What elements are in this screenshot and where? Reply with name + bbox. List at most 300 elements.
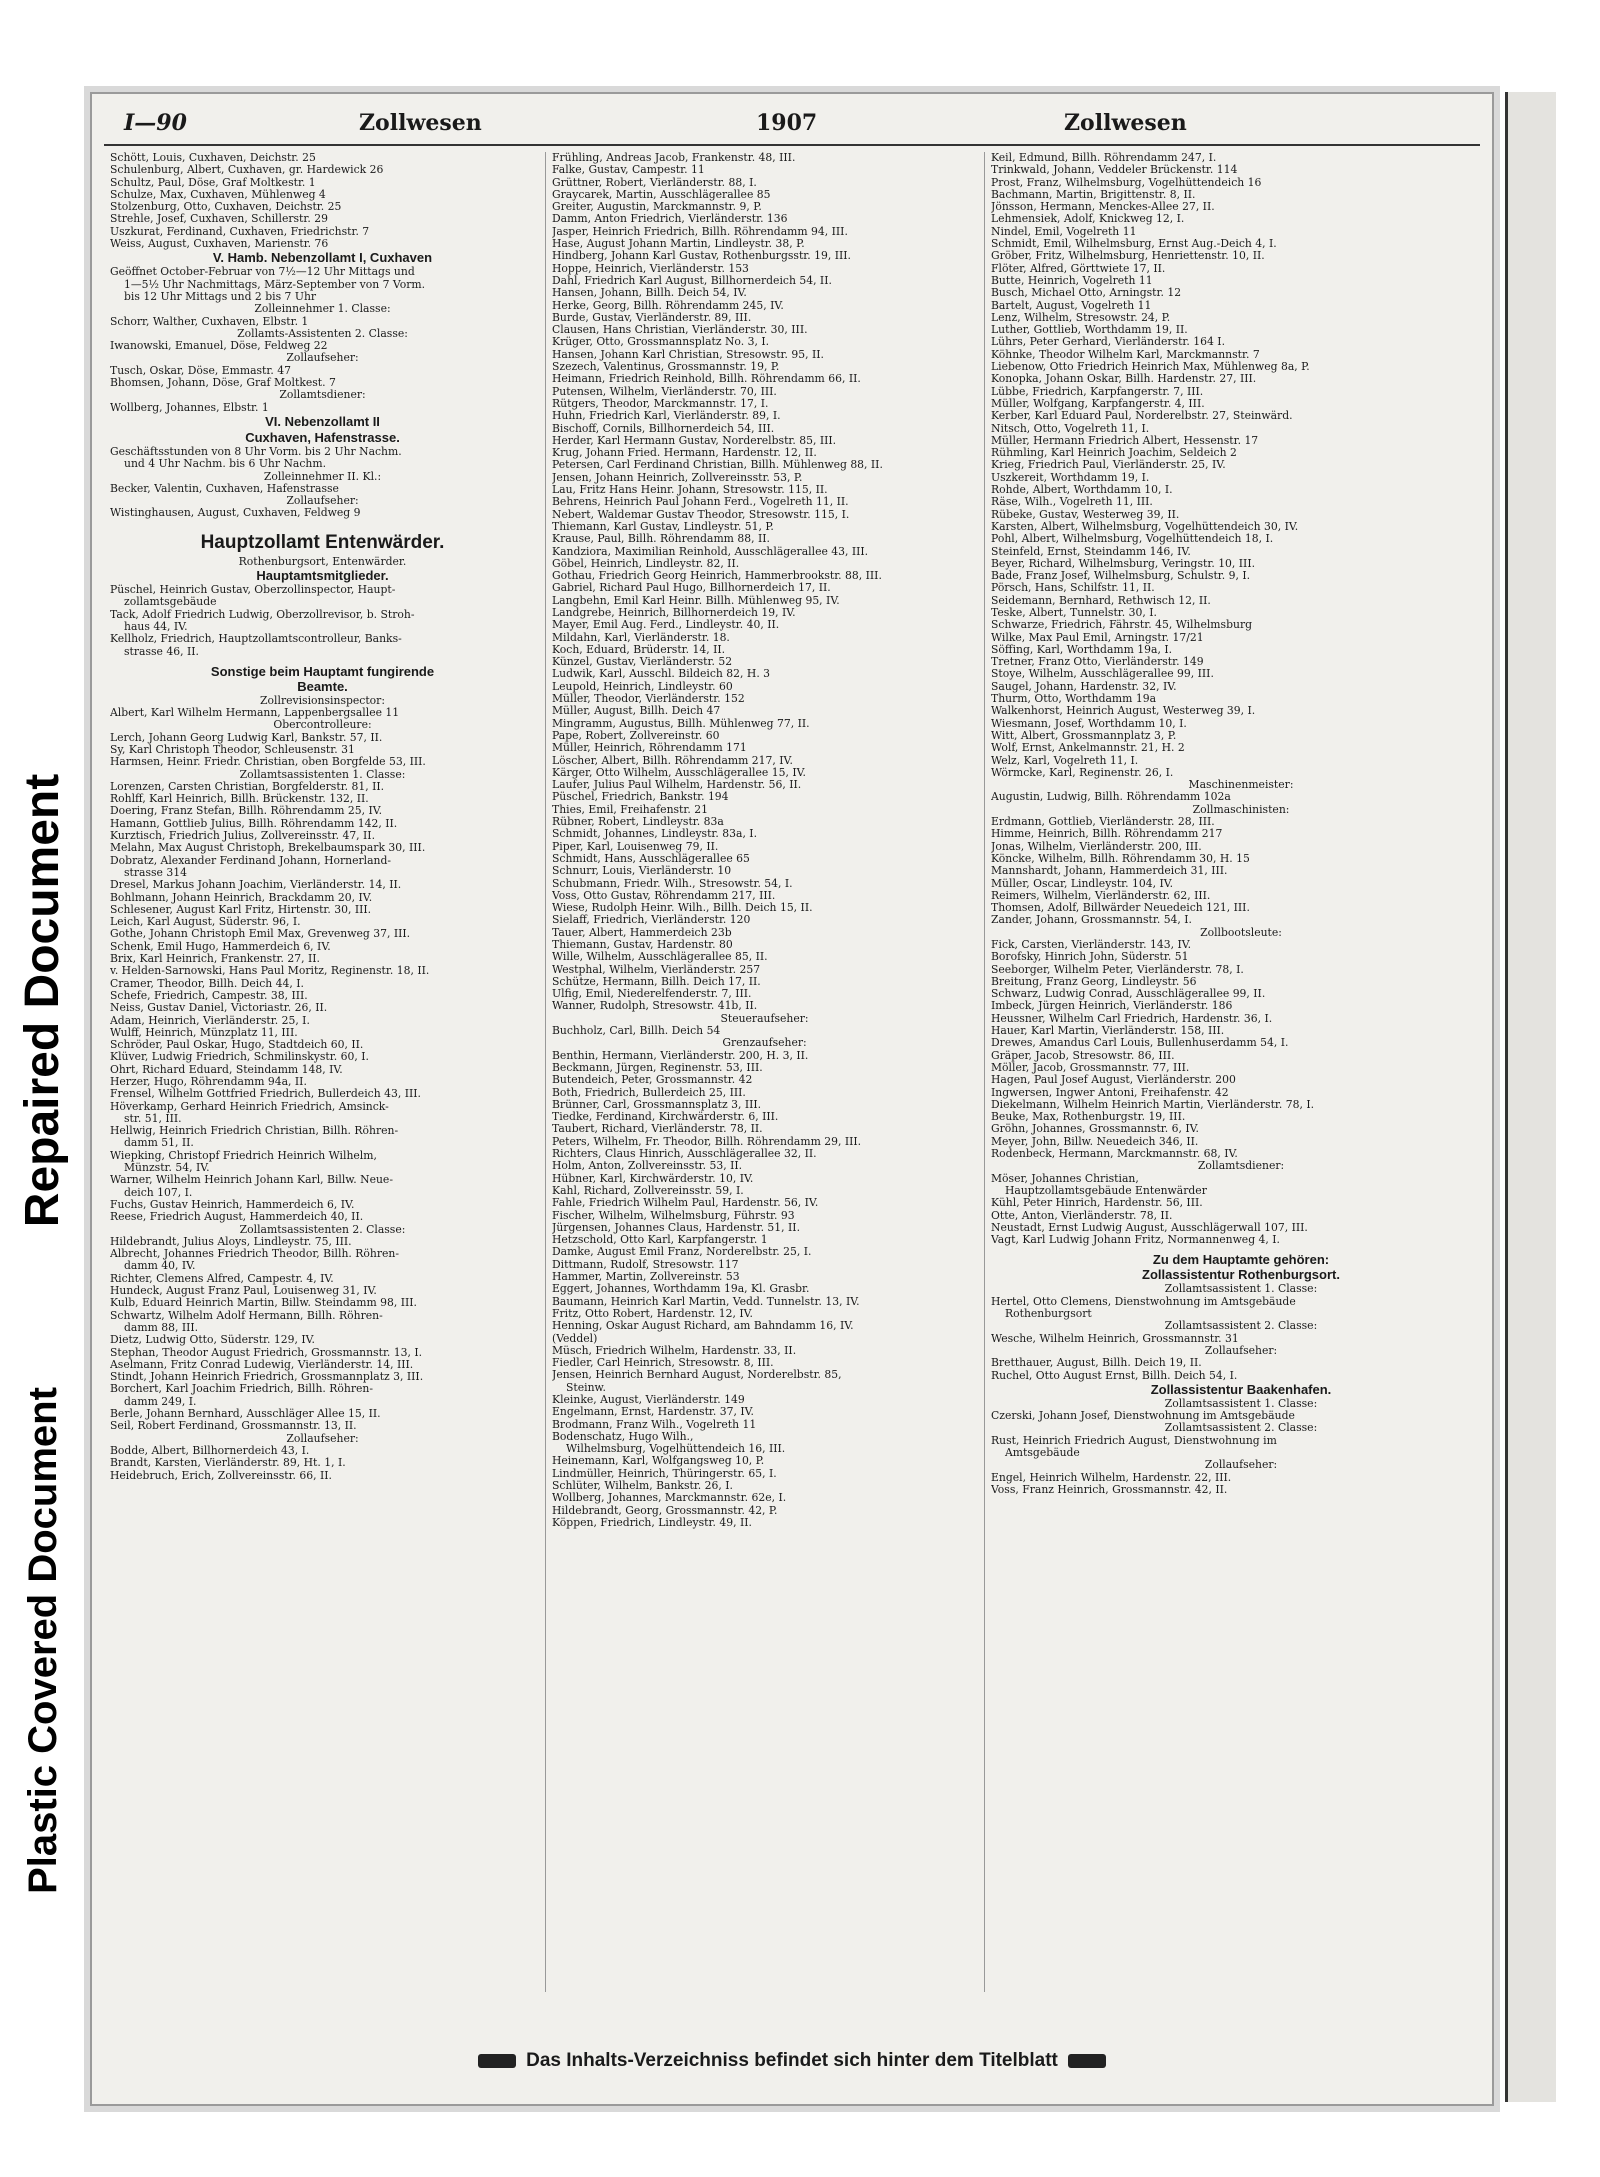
directory-entry: Müsch, Friedrich Wilhelm, Hardenstr. 33, II. — [552, 1344, 797, 1357]
directory-entry: Lehmensiek, Adolf, Knickweg 12, I. — [991, 213, 1185, 226]
directory-entry: 1—5½ Uhr Nachmittags, März-September von 7 Vorm. — [124, 278, 426, 291]
directory-entry: Kleinke, August, Vierländerstr. 149 — [552, 1393, 745, 1406]
directory-entry: Gothe, Johann Christoph Emil Max, Grevenweg 37, III. — [110, 928, 411, 941]
directory-entry: Richter, Clemens Alfred, Campestr. 4, IV. — [110, 1272, 334, 1285]
directory-entry: Czerski, Johann Josef, Dienstwohnung im Amtsgebäude — [991, 1410, 1295, 1423]
directory-entry: Koch, Eduard, Brüderstr. 14, II. — [552, 643, 726, 656]
directory-entry: Pape, Robert, Zollvereinstr. 60 — [552, 729, 720, 742]
directory-entry: Konopka, Johann Oskar, Billh. Hardenstr. 27, III. — [991, 373, 1257, 386]
directory-entry: Breitung, Franz Georg, Lindleystr. 56 — [991, 975, 1197, 988]
directory-entry: Rust, Heinrich Friedrich August, Dienstwohnung im — [991, 1434, 1277, 1447]
directory-entry: Kellholz, Friedrich, Hauptzollamtscontrolleur, Banks- — [110, 633, 402, 646]
directory-entry: damm 40, IV. — [124, 1260, 196, 1273]
directory-entry: Szezech, Valentinus, Grossmannstr. 19, P. — [552, 361, 780, 374]
directory-entry: Lübbe, Friedrich, Karpfangerstr. 7, III. — [991, 385, 1204, 398]
directory-entry: Bachmann, Martin, Brigittenstr. 8, II. — [991, 188, 1196, 201]
directory-entry: Wille, Wilhelm, Ausschlägerallee 85, II. — [552, 951, 768, 964]
directory-entry: Pohl, Albert, Wilhelmsburg, Vogelhüttendeich 18, I. — [991, 533, 1274, 546]
directory-entry: Rühmling, Karl Heinrich Joachim, Seldeich 2 — [991, 447, 1237, 460]
directory-entry: Dahl, Friedrich Karl August, Billhornerdeich 54, II. — [552, 274, 832, 287]
directory-entry: Berle, Johann Bernhard, Ausschläger Allee 15, II. — [110, 1408, 381, 1421]
directory-entry: Herzer, Hugo, Röhrendamm 94a, II. — [110, 1076, 307, 1088]
directory-entry: Schwarze, Friedrich, Fährstr. 45, Wilhelmsburg — [991, 619, 1253, 632]
subsection-label: Zollaufseher: — [1204, 1344, 1278, 1357]
directory-entry: Lenz, Wilhelm, Stresowstr. 24, P. — [991, 311, 1171, 324]
directory-entry: Schlüter, Wilhelm, Bankstr. 26, I. — [552, 1480, 733, 1493]
directory-entry: Jasper, Heinrich Friedrich, Billh. Röhrendamm 94, III. — [552, 225, 848, 238]
directory-entry: Uszkurat, Ferdinand, Cuxhaven, Friedrichstr. 7 — [110, 225, 370, 238]
directory-entry: Stolzenburg, Otto, Cuxhaven, Deichstr. 25 — [110, 201, 342, 214]
directory-entry: Fritz, Otto Robert, Hardenstr. 12, IV. — [552, 1307, 753, 1320]
directory-entry: (Veddel) — [552, 1332, 598, 1345]
directory-entry: Taubert, Richard, Vierländerstr. 78, II. — [552, 1123, 763, 1136]
directory-entry: Beckmann, Jürgen, Reginenstr. 53, III. — [552, 1061, 763, 1074]
directory-entry: Möller, Jacob, Grossmannstr. 77, III. — [991, 1061, 1190, 1074]
directory-entry: Stindt, Johann Heinrich Friedrich, Grossmannplatz 3, III. — [110, 1371, 424, 1384]
directory-entry: Otte, Anton, Vierländerstr. 78, II. — [991, 1209, 1173, 1222]
subsection-label: Zollamtsdiener: — [279, 389, 366, 402]
directory-entry: Thiemann, Gustav, Hardenstr. 80 — [552, 939, 733, 951]
directory-entry: Püschel, Heinrich Gustav, Oberzollinspector, Haupt- — [110, 584, 396, 597]
directory-entry: Iwanowski, Emanuel, Döse, Feldweg 22 — [110, 340, 328, 353]
directory-entry: Thies, Emil, Freihafenstr. 21 — [552, 803, 708, 816]
directory-entry: Hundeck, August Franz Paul, Louisenweg 31, IV. — [110, 1285, 377, 1298]
directory-entry: Tauer, Albert, Hammerdeich 23b — [552, 926, 732, 939]
repaired-document-label: Repaired Document — [16, 773, 70, 1227]
directory-entry: Wanner, Rudolph, Stresowstr. 41b, II. — [552, 1000, 758, 1013]
directory-entry: Kulb, Eduard Heinrich Martin, Billw. Steindamm 98, III. — [110, 1297, 417, 1310]
directory-entry: Langbehn, Emil Karl Heinr. Billh. Mühlenweg 95, IV. — [552, 594, 840, 607]
directory-entry: Hertel, Otto Clemens, Dienstwohnung im Amtsgebäude — [991, 1295, 1296, 1308]
section-heading: Zu dem Hauptamte gehören: — [1152, 1252, 1330, 1268]
section-heading: V. Hamb. Nebenzollamt I, Cuxhaven — [212, 250, 433, 266]
directory-entry: Grüttner, Robert, Vierländerstr. 88, I. — [552, 176, 757, 189]
directory-entry: Köppen, Friedrich, Lindleystr. 49, II. — [552, 1516, 752, 1529]
directory-entry: Warner, Wilhelm Heinrich Johann Karl, Billw. Neue- — [110, 1174, 393, 1187]
header-year: 1907 — [756, 110, 818, 136]
pointing-hand-icon — [478, 2054, 516, 2068]
directory-entry: Strehle, Josef, Cuxhaven, Schillerstr. 29 — [110, 213, 328, 226]
directory-entry: Seil, Robert Ferdinand, Grossmannstr. 13, II. — [110, 1420, 357, 1433]
directory-entry: Albert, Karl Wilhelm Hermann, Lappenbergsallee 11 — [110, 707, 400, 720]
directory-entry: Hellwig, Heinrich Friedrich Christian, Billh. Röhren- — [110, 1125, 399, 1138]
directory-entry: Thomsen, Adolf, Billwärder Neuedeich 121, III. — [991, 902, 1250, 915]
text-column-2 — [545, 152, 977, 1992]
directory-entry: Nitsch, Otto, Vogelreth 11, I. — [991, 422, 1150, 435]
directory-entry: Wiepking, Christopf Friedrich Heinrich Wilhelm, — [110, 1149, 377, 1162]
directory-entry: Hammer, Martin, Zollvereinstr. 53 — [552, 1271, 740, 1284]
directory-entry: Köhnke, Theodor Wilhelm Karl, Marckmannstr. 7 — [991, 348, 1260, 361]
directory-entry: Voss, Franz Heinrich, Grossmannstr. 42, II. — [991, 1483, 1228, 1496]
directory-entry: Göbel, Heinrich, Lindleystr. 82, II. — [552, 557, 740, 570]
plastic-covered-label: Plastic Covered Document — [20, 1386, 65, 1894]
directory-entry: Benthin, Hermann, Vierländerstr. 200, H. 3, II. — [552, 1049, 809, 1062]
directory-entry: Lerch, Johann Georg Ludwig Karl, Bankstr. 57, II. — [110, 731, 383, 744]
subsection-label: Maschinenmeister: — [1188, 779, 1294, 792]
directory-entry: Both, Friedrich, Bullerdeich 25, III. — [552, 1086, 746, 1099]
directory-entry: Amtsgebäude — [1005, 1446, 1080, 1459]
directory-entry: Heimann, Friedrich Reinhold, Billh. Röhrendamm 66, II. — [552, 373, 861, 386]
directory-entry: Wilhelmsburg, Vogelhüttendeich 16, III. — [566, 1443, 786, 1456]
directory-entry: Heussner, Wilhelm Carl Friedrich, Hardenstr. 36, I. — [991, 1012, 1273, 1025]
subsection-label: Rothenburgsort, Entenwärder. — [238, 555, 407, 568]
directory-entry: Borchert, Karl Joachim Friedrich, Billh. Röhren- — [110, 1383, 374, 1396]
directory-entry: Ludwik, Karl, Ausschl. Bildeich 82, H. 3 — [552, 668, 771, 681]
directory-entry: Dresel, Markus Johann Joachim, Vierländerstr. 14, II. — [110, 879, 402, 892]
directory-entry: Huhn, Friedrich Karl, Vierländerstr. 89, I. — [552, 410, 781, 423]
subsection-label: Zollbootsleute: — [1200, 926, 1282, 939]
directory-entry: Schulze, Max, Cuxhaven, Mühlenweg 4 — [110, 188, 326, 201]
subsection-label: Zollamtsassistent 1. Classe: — [1164, 1283, 1318, 1296]
subsection-label: Zollaufseher: — [1204, 1459, 1278, 1472]
directory-entry: Neustadt, Ernst Ludwig August, Ausschlägerwall 107, III. — [991, 1221, 1308, 1234]
directory-entry: Meyer, John, Billw. Neuedeich 346, II. — [991, 1135, 1199, 1148]
directory-entry: Stoye, Wilhelm, Ausschlägerallee 99, III. — [991, 668, 1214, 681]
directory-entry: Mayer, Emil Aug. Ferd., Lindleystr. 40, II. — [552, 619, 780, 632]
directory-entry: Bade, Franz Josef, Wilhelmsburg, Schulstr. 9, I. — [991, 570, 1251, 583]
directory-entry: Dittmann, Rudolf, Stresowstr. 117 — [552, 1258, 739, 1271]
footer-note — [104, 2050, 1480, 2072]
directory-entry: Busch, Michael Otto, Arningstr. 12 — [991, 287, 1182, 300]
directory-entry: Keil, Edmund, Billh. Röhrendamm 247, I. — [991, 152, 1217, 164]
subsection-label: Zollamtsassistent 2. Classe: — [1164, 1422, 1318, 1435]
directory-entry: Leupold, Heinrich, Lindleystr. 60 — [552, 680, 733, 693]
directory-entry: Frensel, Wilhelm Gottfried Friedrich, Bullerdeich 43, III. — [110, 1088, 421, 1101]
directory-entry: Gabriel, Richard Paul Hugo, Billhornerdeich 17, II. — [552, 582, 831, 595]
directory-entry: Schwarz, Ludwig Conrad, Ausschlägerallee 99, II. — [991, 988, 1266, 1001]
section-heading: Beamte. — [297, 678, 348, 694]
directory-entry: Reese, Friedrich August, Hammerdeich 40, II. — [110, 1211, 364, 1224]
directory-entry: Püschel, Friedrich, Bankstr. 194 — [552, 791, 729, 804]
directory-entry: Müller, Wolfgang, Karpfangerstr. 4, III. — [991, 397, 1205, 410]
directory-entry: Doering, Franz Stefan, Billh. Röhrendamm 25, IV. — [110, 805, 383, 818]
directory-entry: Zander, Johann, Grossmannstr. 54, I. — [991, 914, 1192, 927]
directory-entry: Gothau, Friedrich Georg Heinrich, Hammerbrookstr. 88, III. — [552, 570, 882, 583]
directory-entry: Kerber, Karl Eduard Paul, Norderelbstr. 27, Steinwärd. — [991, 410, 1293, 423]
directory-entry: Fischer, Wilhelm, Wilhelmsburg, Führstr. 93 — [552, 1209, 795, 1222]
directory-entry: Melahn, Max August Christoph, Brekelbaumspark 30, III. — [110, 842, 426, 855]
directory-entry: Rübeke, Gustav, Westerweg 39, II. — [991, 508, 1180, 521]
section-heading: Cuxhaven, Hafenstrasse. — [245, 429, 400, 445]
directory-entry: Ingwersen, Ingwer Antoni, Freihafenstr. 42 — [991, 1086, 1229, 1099]
directory-entry: Schefe, Friedrich, Campestr. 38, III. — [110, 989, 308, 1002]
directory-entry: Walkenhorst, Heinrich August, Westerweg 39, I. — [991, 705, 1256, 718]
directory-entry: Becker, Valentin, Cuxhaven, Hafenstrasse — [110, 482, 339, 495]
pointing-hand-icon — [1068, 2054, 1106, 2068]
directory-entry: Graycarek, Martin, Ausschlägerallee 85 — [552, 188, 771, 201]
directory-entry: Hase, August Johann Martin, Lindleystr. 38, P. — [552, 238, 805, 251]
subsection-label: Zollaufseher: — [286, 352, 359, 365]
directory-entry: Geöffnet October-Februar von 7½—12 Uhr Mittags und — [110, 266, 415, 279]
directory-entry: Petersen, Carl Ferdinand Christian, Billh. Mühlenweg 88, II. — [552, 459, 883, 472]
directory-entry: Henning, Oskar August Richard, am Bahndamm 16, IV. — [552, 1320, 854, 1333]
directory-entry: Köncke, Wilhelm, Billh. Röhrendamm 30, H. 15 — [991, 852, 1250, 865]
directory-entry: Cramer, Theodor, Billh. Deich 44, I. — [110, 977, 304, 990]
directory-entry: deich 107, I. — [124, 1186, 193, 1199]
directory-entry: Möser, Johannes Christian, — [991, 1172, 1139, 1185]
directory-entry: Falke, Gustav, Campestr. 11 — [552, 164, 705, 177]
section-heading: Sonstige beim Hauptamt fungirende — [210, 663, 435, 679]
directory-entry: Sielaff, Friedrich, Vierländerstr. 120 — [552, 914, 751, 927]
directory-entry: Seeborger, Wilhelm Peter, Vierländerstr. 78, I. — [991, 963, 1244, 976]
directory-entry: Jürgensen, Johannes Claus, Hardenstr. 51, II. — [552, 1221, 800, 1234]
directory-entry: Damke, August Emil Franz, Norderelbstr. 25, I. — [552, 1246, 812, 1259]
directory-entry: Kärger, Otto Wilhelm, Ausschlägerallee 15, IV. — [552, 766, 806, 779]
directory-entry: Beuke, Max, Rothenburgstr. 19, III. — [991, 1111, 1186, 1124]
directory-entry: Diekelmann, Wilhelm Heinrich Martin, Vierländerstr. 78, I. — [991, 1098, 1315, 1111]
directory-entry: Heidebruch, Erich, Zollvereinsstr. 66, II. — [110, 1469, 332, 1482]
directory-entry: Hoppe, Heinrich, Vierländerstr. 153 — [552, 262, 749, 275]
directory-entry: zollamtsgebäude — [124, 596, 217, 609]
directory-entry: Ohrt, Richard Eduard, Steindamm 148, IV. — [110, 1063, 343, 1076]
directory-entry: Nebert, Waldemar Gustav Theodor, Stresowstr. 115, I. — [552, 508, 850, 521]
directory-entry: damm 249, I. — [124, 1395, 197, 1408]
directory-entry: Eggert, Johannes, Worthdamm 19a, Kl. Grasbr. — [552, 1283, 810, 1296]
subsection-label: Zollaufseher: — [286, 495, 359, 508]
directory-entry: Lau, Fritz Hans Heinr. Johann, Stresowstr. 115, II. — [552, 484, 828, 497]
subsection-label: Zolleinnehmer 1. Classe: — [254, 303, 391, 316]
directory-entry: Jonas, Wilhelm, Vierländerstr. 200, III. — [991, 840, 1202, 853]
subsection-label: Zollamtsassistenten 1. Classe: — [239, 768, 406, 781]
directory-entry: Drewes, Amandus Carl Louis, Bullenhuserdamm 54, I. — [991, 1037, 1289, 1050]
directory-entry: Aselmann, Fritz Conrad Ludewig, Vierländerstr. 14, III. — [110, 1358, 414, 1371]
directory-entry: Krüger, Otto, Grossmannsplatz No. 3, I. — [552, 336, 770, 349]
directory-entry: Müller, Theodor, Vierländerstr. 152 — [552, 693, 745, 706]
directory-entry: Damm, Anton Friedrich, Vierländerstr. 136 — [552, 213, 788, 226]
directory-entry: Räse, Wilh., Vogelreth 11, III. — [991, 496, 1153, 509]
directory-entry: Fuchs, Gustav Heinrich, Hammerdeich 6, IV. — [110, 1198, 355, 1211]
directory-entry: Bartelt, August, Vogelreth 11 — [991, 299, 1152, 312]
directory-entry: Schultz, Paul, Döse, Graf Moltkestr. 1 — [110, 176, 316, 189]
directory-entry: Brandt, Karsten, Vierländerstr. 89, Ht. 1, I. — [110, 1457, 346, 1470]
directory-entry: Kahl, Richard, Zollvereinsstr. 59, I. — [552, 1184, 744, 1197]
directory-entry: Krause, Paul, Billh. Röhrendamm 88, II. — [552, 533, 770, 546]
directory-entry: Mildahn, Karl, Vierländerstr. 18. — [552, 631, 730, 644]
directory-entry: Baumann, Heinrich Karl Martin, Vedd. Tunnelstr. 13, IV. — [552, 1295, 860, 1308]
subsection-label: Zollamtsassistent 2. Classe: — [1164, 1320, 1318, 1333]
directory-entry: Butte, Heinrich, Vogelreth 11 — [991, 274, 1153, 287]
directory-entry: Bhomsen, Johann, Döse, Graf Moltkest. 7 — [110, 377, 336, 390]
directory-entry: Kurztisch, Friedrich Julius, Zollvereinsstr. 47, II. — [110, 830, 376, 843]
directory-entry: Bretthauer, August, Billh. Deich 19, II. — [991, 1357, 1202, 1370]
directory-entry: Clausen, Hans Christian, Vierländerstr. 30, III. — [552, 324, 808, 337]
directory-entry: Reimers, Wilhelm, Vierländerstr. 62, III. — [991, 889, 1211, 902]
directory-entry: Wilke, Max Paul Emil, Arningstr. 17/21 — [991, 631, 1204, 644]
directory-entry: Fiedler, Carl Heinrich, Stresowstr. 8, III. — [552, 1357, 774, 1370]
directory-entry: Schenk, Emil Hugo, Hammerdeich 6, IV. — [110, 940, 331, 953]
directory-entry: Frühling, Andreas Jacob, Frankenstr. 48, III. — [552, 152, 796, 164]
directory-entry: Thiemann, Karl Gustav, Lindleystr. 51, P. — [552, 520, 774, 533]
directory-entry: Schulenburg, Albert, Cuxhaven, gr. Hardewick 26 — [110, 164, 384, 177]
directory-entry: strasse 46, II. — [124, 645, 199, 658]
directory-entry: v. Helden-Sarnowski, Hans Paul Moritz, Reginenstr. 18, II. — [110, 965, 430, 978]
directory-entry: Kühl, Peter Hinrich, Hardenstr. 56, III. — [991, 1197, 1203, 1210]
directory-entry: Mingramm, Augustus, Billh. Mühlenweg 77, II. — [552, 717, 810, 730]
subsection-label: Zollamtsdiener: — [1197, 1160, 1285, 1173]
directory-entry: Wesche, Wilhelm Heinrich, Grossmannstr. 31 — [991, 1332, 1239, 1345]
directory-entry: Imbeck, Jürgen Heinrich, Vierländerstr. 186 — [991, 1000, 1233, 1013]
directory-entry: Schmidt, Hans, Ausschlägerallee 65 — [552, 852, 750, 865]
section-heading: Zollassistentur Rothenburgsort. — [1142, 1267, 1340, 1283]
directory-entry: Söffing, Karl, Worthdamm 19a, I. — [991, 643, 1173, 656]
directory-entry: Kandziora, Maximilian Reinhold, Ausschlägerallee 43, III. — [552, 545, 869, 558]
directory-entry: Müller, Oscar, Lindleystr. 104, IV. — [991, 877, 1174, 890]
directory-entry: Müller, Heinrich, Röhrendamm 171 — [552, 742, 747, 755]
directory-entry: Wolf, Ernst, Ankelmannstr. 21, H. 2 — [991, 742, 1185, 755]
directory-entry: Nindel, Emil, Vogelreth 11 — [991, 225, 1137, 238]
directory-entry: Engel, Heinrich Wilhelm, Hardenstr. 22, III. — [991, 1471, 1232, 1484]
directory-entry: Bodenschatz, Hugo Wilh., — [552, 1430, 694, 1443]
directory-entry: Peters, Wilhelm, Fr. Theodor, Billh. Röhrendamm 29, III. — [552, 1135, 862, 1148]
directory-entry: Richters, Claus Hinrich, Ausschlägerallee 32, II. — [552, 1148, 817, 1161]
directory-entry: Rothenburgsort — [1005, 1308, 1092, 1321]
directory-entry: Heinemann, Karl, Wolfgangsweg 10, P. — [552, 1455, 765, 1468]
directory-entry: Geschäftsstunden von 8 Uhr Vorm. bis 2 Uhr Nachm. — [110, 445, 402, 458]
subsection-label: Steueraufseher: — [720, 1012, 809, 1025]
directory-entry: Lührs, Peter Gerhard, Vierländerstr. 164 I. — [991, 336, 1226, 349]
directory-entry: Schubmann, Friedr. Wilh., Stresowstr. 54, I. — [552, 877, 793, 890]
directory-entry: Wörmcke, Karl, Reginenstr. 26, I. — [991, 766, 1174, 779]
directory-entry: haus 44, IV. — [124, 620, 188, 633]
directory-entry: Rübner, Robert, Lindleystr. 83a — [552, 816, 724, 829]
directory-entry: Tusch, Oskar, Döse, Emmastr. 47 — [110, 364, 291, 377]
directory-entry: Künzel, Gustav, Vierländerstr. 52 — [552, 656, 733, 669]
directory-entry: Leich, Karl August, Süderstr. 96, I. — [110, 916, 301, 929]
directory-entry: Bischoff, Cornils, Billhornerdeich 54, III. — [552, 422, 775, 435]
directory-entry: Steinfeld, Ernst, Steindamm 146, IV. — [991, 545, 1191, 558]
directory-entry: Seidemann, Bernhard, Rethwisch 12, II. — [991, 594, 1211, 607]
directory-entry: Hauptzollamtsgebäude Entenwärder — [1005, 1184, 1207, 1197]
directory-entry: Tack, Adolf Friedrich Ludwig, Oberzollrevisor, b. Stroh- — [110, 608, 415, 621]
directory-entry: Wollberg, Johannes, Elbstr. 1 — [110, 401, 269, 414]
adjacent-page-edge — [1505, 92, 1556, 2102]
directory-entry: Bodde, Albert, Billhornerdeich 43, I. — [110, 1444, 310, 1457]
subsection-label: Zollmaschinisten: — [1192, 803, 1290, 816]
directory-entry: Hübner, Karl, Kirchwärderstr. 10, IV. — [552, 1172, 754, 1185]
directory-entry: Holm, Anton, Zollvereinsstr. 53, II. — [552, 1160, 743, 1173]
directory-entry: Rohlff, Karl Heinrich, Billh. Brückenstr. 132, II. — [110, 793, 369, 806]
directory-entry: Brünner, Carl, Grossmannsplatz 3, III. — [552, 1098, 762, 1111]
directory-entry: Laufer, Julius Paul Wilhelm, Hardenstr. 56, II. — [552, 779, 802, 792]
directory-entry: Putensen, Wilhelm, Vierländerstr. 70, III. — [552, 385, 777, 398]
footer-text: Das Inhalts-Verzeichniss befindet sich hinter dem Titelblatt — [526, 2050, 1058, 2071]
directory-entry: Butendeich, Peter, Grossmannstr. 42 — [552, 1074, 753, 1087]
directory-entry: Prost, Franz, Wilhelmsburg, Vogelhüttendeich 16 — [991, 176, 1262, 189]
subsection-label: Grenzaufseher: — [722, 1037, 807, 1050]
directory-entry: Schött, Louis, Cuxhaven, Deichstr. 25 — [110, 152, 316, 164]
directory-entry: Lorenzen, Carsten Christian, Borgfelderstr. 81, II. — [110, 780, 385, 793]
directory-entry: Wistinghausen, August, Cuxhaven, Feldweg 9 — [110, 507, 361, 520]
directory-entry: Rohde, Albert, Worthdamm 10, I. — [991, 484, 1173, 497]
directory-entry: Jensen, Heinrich Bernhard August, Norderelbstr. 85, — [552, 1369, 842, 1382]
directory-entry: Hagen, Paul Josef August, Vierländerstr. 200 — [991, 1074, 1236, 1087]
section-heading: Hauptamtsmitglieder. — [256, 568, 389, 584]
directory-entry: Weiss, August, Cuxhaven, Marienstr. 76 — [110, 238, 329, 251]
directory-entry: Albrecht, Johannes Friedrich Theodor, Billh. Röhren- — [110, 1248, 400, 1261]
subsection-label: Zolleinnehmer II. Kl.: — [263, 470, 382, 483]
directory-entry: Luther, Gottlieb, Worthdamm 19, II. — [991, 324, 1188, 337]
directory-entry: Schnurr, Louis, Vierländerstr. 10 — [552, 865, 732, 878]
directory-entry: Schwartz, Wilhelm Adolf Hermann, Billh. Röhren- — [110, 1309, 383, 1322]
directory-entry: Münzstr. 54, IV. — [124, 1162, 210, 1175]
section-heading: Hauptzollamt Entenwärder. — [200, 531, 445, 553]
directory-entry: Bohlmann, Johann Heinrich, Brackdamm 20, IV. — [110, 891, 373, 904]
directory-entry: Karsten, Albert, Wilhelmsburg, Vogelhüttendeich 30, IV. — [991, 520, 1299, 533]
directory-entry: damm 88, III. — [124, 1321, 199, 1334]
directory-entry: Thurm, Otto, Worthdamm 19a — [991, 693, 1157, 706]
directory-entry: Jönsson, Hermann, Menckes-Allee 27, II. — [991, 201, 1215, 214]
directory-entry: Hildebrandt, Georg, Grossmannstr. 42, P. — [552, 1504, 778, 1517]
directory-entry: Teske, Albert, Tunnelstr. 30, I. — [991, 606, 1157, 619]
directory-entry: Schmidt, Emil, Wilhelmsburg, Ernst Aug.-Deich 4, I. — [991, 238, 1277, 251]
directory-entry: Saugel, Johann, Hardenstr. 32, IV. — [991, 680, 1177, 693]
directory-entry: Liebenow, Otto Friedrich Heinrich Max, Mühlenweg 8a, P. — [991, 361, 1310, 374]
directory-entry: Wollberg, Johannes, Marckmannstr. 62e, I. — [552, 1492, 787, 1505]
directory-entry: Augustin, Ludwig, Billh. Röhrendamm 102a — [991, 791, 1231, 804]
directory-entry: Welz, Karl, Vogelreth 11, I. — [991, 754, 1139, 767]
directory-entry: Herder, Karl Hermann Gustav, Norderelbstr. 85, III. — [552, 434, 837, 447]
directory-entry: Tiedke, Ferdinand, Kirchwärderstr. 6, III. — [552, 1111, 779, 1124]
directory-entry: Dietz, Ludwig Otto, Süderstr. 129, IV. — [110, 1334, 315, 1347]
directory-entry: Fahle, Friedrich Wilhelm Paul, Hardenstr. 56, IV. — [552, 1197, 819, 1210]
directory-entry: Wiesmann, Josef, Worthdamm 10, I. — [991, 717, 1187, 730]
directory-entry: Beyer, Richard, Wilhelmsburg, Veringstr. 10, III. — [991, 557, 1256, 570]
directory-entry: Fick, Carsten, Vierländerstr. 143, IV. — [991, 939, 1192, 951]
directory-entry: Behrens, Heinrich Paul Johann Ferd., Vogelreth 11, II. — [552, 496, 849, 509]
header-right-title: Zollwesen — [1064, 110, 1187, 136]
directory-entry: Gröber, Fritz, Wilhelmsburg, Henriettenstr. 10, II. — [991, 250, 1265, 263]
directory-entry: Pörsch, Hans, Schilfstr. 11, II. — [991, 582, 1155, 595]
directory-entry: Brix, Karl Heinrich, Frankenstr. 27, II. — [110, 953, 320, 966]
page-number: I—90 — [124, 110, 187, 136]
directory-entry: Steinw. — [566, 1381, 606, 1394]
subsection-label: Obercontrolleure: — [273, 719, 372, 732]
directory-entry: Rütgers, Theodor, Marckmannstr. 17, I. — [552, 397, 769, 410]
text-column-3 — [984, 152, 1480, 1992]
page-header — [104, 106, 1480, 146]
directory-entry: bis 12 Uhr Mittags und 2 bis 7 Uhr — [124, 290, 317, 303]
directory-entry: Buchholz, Carl, Billh. Deich 54 — [552, 1025, 721, 1038]
directory-entry: damm 51, II. — [124, 1137, 194, 1150]
directory-entry: Klüver, Ludwig Friedrich, Schmilinskystr. 60, I. — [110, 1051, 369, 1064]
directory-entry: Himme, Heinrich, Billh. Röhrendamm 217 — [991, 828, 1223, 841]
directory-entry: Trinkwald, Johann, Veddeler Brückenstr. 114 — [991, 164, 1238, 177]
directory-entry: und 4 Uhr Nachm. bis 6 Uhr Nachm. — [124, 458, 327, 471]
directory-entry: Müller, Hermann Friedrich Albert, Hessenstr. 17 — [991, 434, 1259, 447]
directory-entry: Flöter, Alfred, Görttwiete 17, II. — [991, 262, 1166, 275]
directory-entry: Burde, Gustav, Vierländerstr. 89, III. — [552, 311, 752, 324]
subsection-label: Zollamts-Assistenten 2. Classe: — [237, 327, 408, 340]
directory-entry: Schütze, Hermann, Billh. Deich 17, II. — [552, 975, 761, 988]
directory-entry: Engelmann, Ernst, Hardenstr. 37, IV. — [552, 1406, 754, 1419]
directory-entry: Adam, Heinrich, Vierländerstr. 25, I. — [110, 1014, 310, 1027]
directory-entry: Schorr, Walther, Cuxhaven, Elbstr. 1 — [110, 315, 309, 328]
directory-entry: Ruchel, Otto August Ernst, Billh. Deich 54, I. — [991, 1369, 1238, 1382]
directory-entry: Brodmann, Franz Wilh., Vogelreth 11 — [552, 1418, 757, 1431]
subsection-label: Zollrevisionsinspector: — [260, 694, 385, 707]
directory-entry: Schlesener, August Karl Fritz, Hirtenstr. 30, III. — [110, 903, 372, 916]
directory-entry: Uszkereit, Worthdamm 19, I. — [991, 471, 1150, 484]
directory-entry: Hauer, Karl Martin, Vierländerstr. 158, III. — [991, 1025, 1225, 1038]
directory-entry: Neiss, Gustav Daniel, Victoriastr. 26, II. — [110, 1002, 328, 1015]
directory-entry: Vagt, Karl Ludwig Johann Fritz, Normannenweg 4, I. — [991, 1234, 1280, 1247]
subsection-label: Zollamtsassistenten 2. Classe: — [239, 1223, 406, 1236]
text-column-1 — [110, 152, 535, 1992]
directory-entry: Hansen, Johann Karl Christian, Stresowstr. 95, II. — [552, 348, 824, 361]
directory-entry: Hetzschold, Otto Karl, Karpfangerstr. 1 — [552, 1234, 768, 1247]
directory-entry: Ulfig, Emil, Niederelfenderstr. 7, III. — [552, 988, 752, 1001]
directory-entry: Greiter, Augustin, Marckmannstr. 9, P. — [552, 201, 762, 214]
